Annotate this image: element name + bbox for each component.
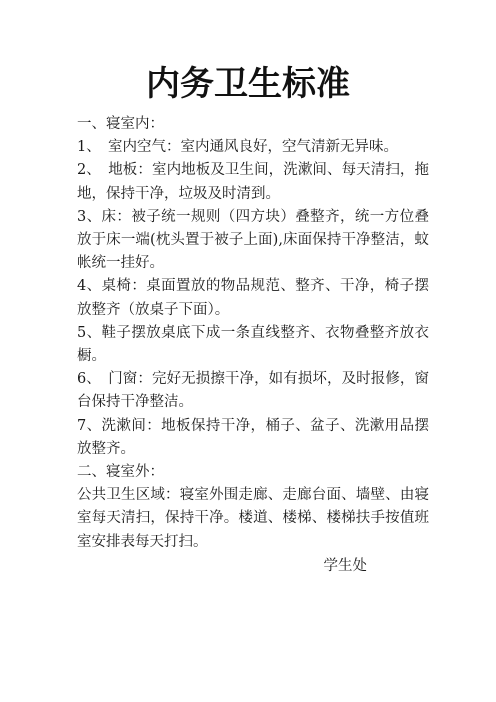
rule-item-floor: 2、 地板：室内地板及卫生间，洗漱间、每天清扫，拖地，保持干净，垃圾及时清到。 [77, 162, 429, 202]
rule-item-doors-windows: 6、 门窗：完好无损擦干净，如有损坏，及时报修，窗台保持干净整洁。 [77, 371, 429, 411]
rule-item-air: 1、 室内空气：室内通风良好，空气清新无异味。 [77, 139, 398, 156]
document-body [77, 113, 429, 578]
document-title: 内务卫生标准 [146, 64, 350, 104]
section-heading-indoor: 一、寝室内： [77, 116, 164, 132]
rule-item-washroom: 7、洗漱间：地板保持干净，桶子、盆子、洗漱用品摆放整齐。 [77, 417, 429, 457]
rule-item-shoes-clothes: 5、鞋子摆放桌底下成一条直线整齐、衣物叠整齐放衣橱。 [77, 324, 429, 365]
section-heading-outdoor: 二、寝室外： [77, 464, 164, 481]
rule-item-desk-chair: 4、桌椅：桌面置放的物品规范、整齐、干净，椅子摆放整齐（放桌子下面）。 [77, 278, 429, 318]
rule-item-public-area: 公共卫生区域：寝室外围走廊、走廊台面、墙壁、由寝室每天清扫，保持干净。楼道、楼梯、楼梯扶手按值班室安排表每天打扫。 [77, 487, 429, 550]
rule-item-bed: 3、床：被子统一规则（四方块）叠整齐，统一方位叠放于床一端(枕头置于被子上面),床面保持干净整洁，蚊帐统一挂好。 [77, 208, 429, 272]
signature: 学生处 [323, 557, 367, 574]
